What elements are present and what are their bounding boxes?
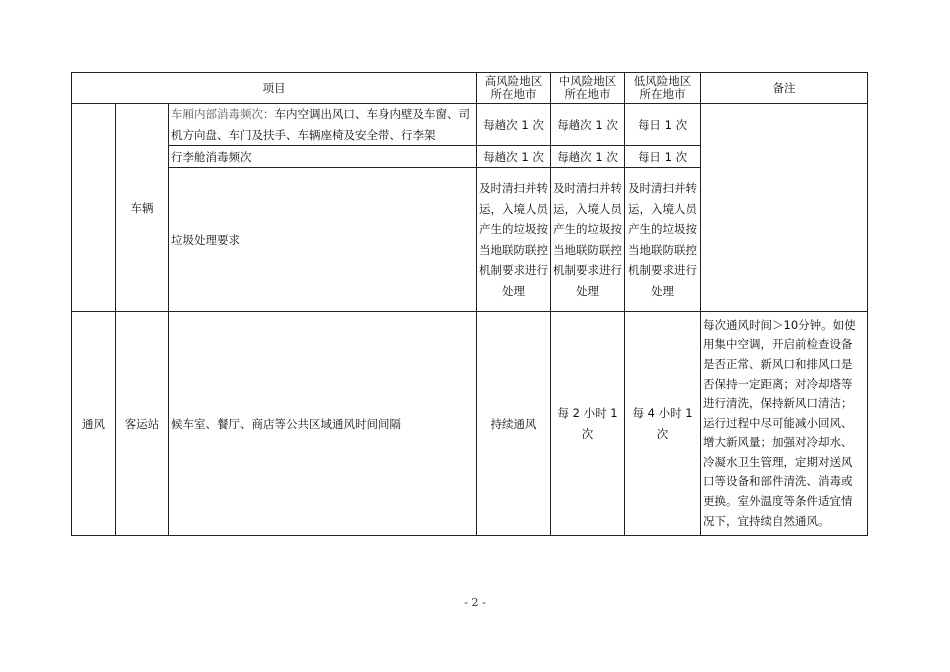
vehicle-disinfection-item xyxy=(169,104,477,146)
header-high-risk: 高风险地区 所在地市 xyxy=(477,73,551,104)
ventilation-high: 持续通风 xyxy=(477,312,551,536)
vehicle-category: 车辆 xyxy=(116,104,169,312)
table-row xyxy=(72,312,868,536)
luggage-disinfection-high: 每趟次 1 次 xyxy=(477,146,551,168)
ventilation-low: 每 4 小时 1 次 xyxy=(625,312,701,536)
vehicle-note-blank xyxy=(701,104,868,312)
vehicle-disinfection-low: 每日 1 次 xyxy=(625,104,701,146)
vehicle-category-blank xyxy=(72,104,116,312)
garbage-high: 及时清扫并转运，入境人员产生的垃圾按当地联防联控机制要求进行处理 xyxy=(477,168,551,312)
table-row xyxy=(72,104,868,146)
vehicle-disinfection-mid: 每趟次 1 次 xyxy=(551,104,625,146)
luggage-disinfection-item: 行李舱消毒频次 xyxy=(169,146,477,168)
page-number: - 2 - xyxy=(464,596,486,609)
garbage-low: 及时清扫并转运，入境人员产生的垃圾按当地联防联控机制要求进行处理 xyxy=(625,168,701,312)
luggage-disinfection-mid: 每趟次 1 次 xyxy=(551,146,625,168)
luggage-disinfection-low: 每日 1 次 xyxy=(625,146,701,168)
header-mid-risk: 中风险地区 所在地市 xyxy=(551,73,625,104)
vehicle-disinfection-prefix: 车厢内部消毒频次： xyxy=(171,107,275,121)
vehicle-disinfection-high: 每趟次 1 次 xyxy=(477,104,551,146)
header-note: 备注 xyxy=(701,73,868,104)
header-low-risk: 低风险地区 所在地市 xyxy=(625,73,701,104)
ventilation-category: 通风 xyxy=(72,312,116,536)
vehicle-disinfection-rest: 车内空调出风口、车身内壁及车窗、司机方向盘、车门及扶手、车辆座椅及安全带、行李架 xyxy=(171,107,470,142)
table-header-row xyxy=(72,73,868,104)
measures-table xyxy=(71,72,868,536)
ventilation-station: 客运站 xyxy=(116,312,169,536)
ventilation-item: 候车室、餐厅、商店等公共区域通风时间间隔 xyxy=(169,312,477,536)
garbage-mid: 及时清扫并转运，入境人员产生的垃圾按当地联防联控机制要求进行处理 xyxy=(551,168,625,312)
garbage-item: 垃圾处理要求 xyxy=(169,168,477,312)
ventilation-note: 每次通风时间＞10分钟。如使用集中空调，开启前检查设备是否正常、新风口和排风口是否保持一定距离；对冷却塔等进行清洗，保持新风口清洁；运行过程中尽可能减小回风、增大新风量；加强对冷却水、冷凝水卫生管理，定期对送风口等设备和部件清洗、消毒或更换。室外温度等条件适宜情况下，宜持续自然通风。 xyxy=(701,312,868,536)
ventilation-mid: 每 2 小时 1 次 xyxy=(551,312,625,536)
header-item: 项目 xyxy=(72,73,477,104)
